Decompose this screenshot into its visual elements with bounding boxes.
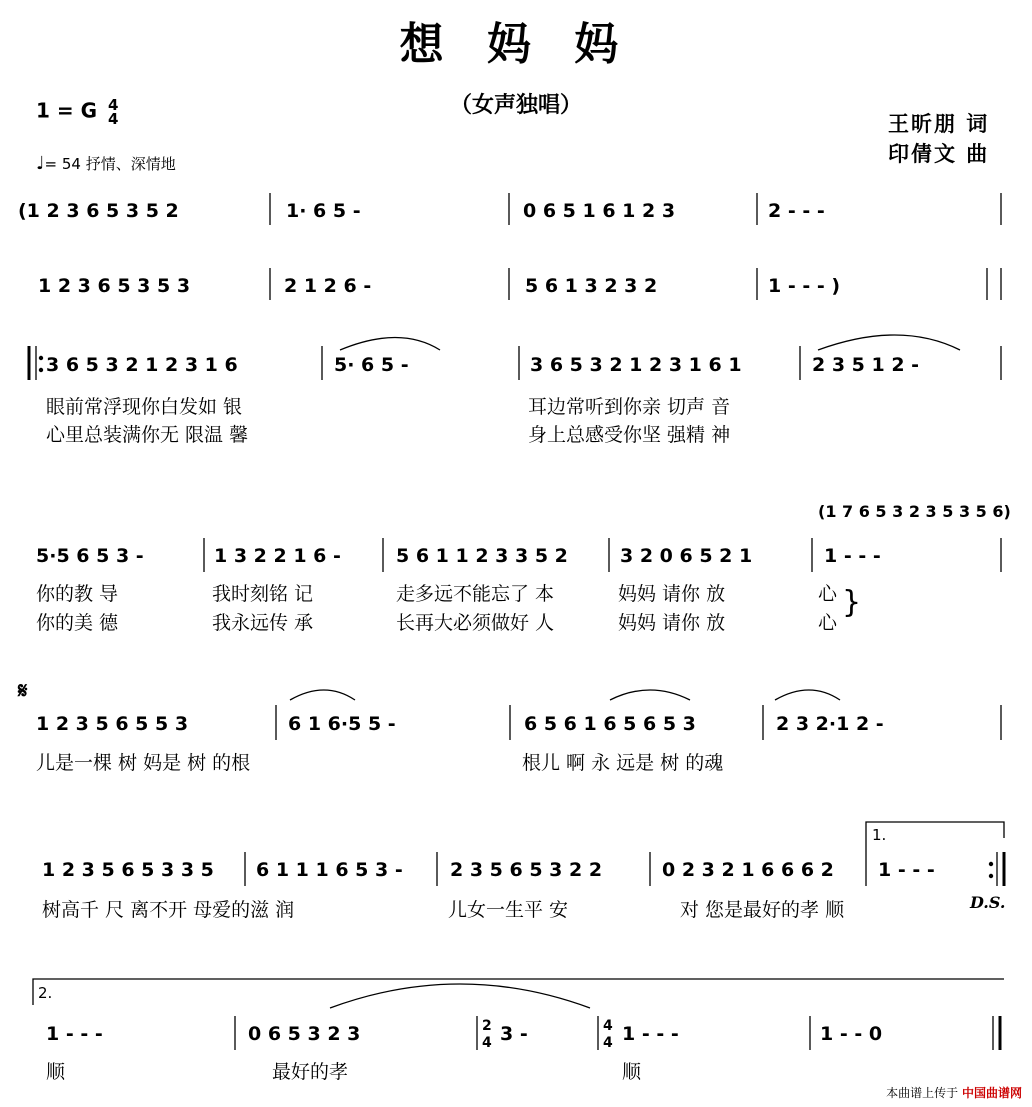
measure-6-3: 2 3 5 6 5 3 2 2	[450, 859, 603, 881]
measure-4-4: 3 2 0 6 5 2 1	[620, 545, 753, 567]
lyric-6-b: 儿女一生平 安	[448, 899, 569, 921]
measure-2-4: 1 - - - )	[768, 275, 841, 297]
site-logo[interactable]: 中国曲谱网	[961, 1086, 1022, 1100]
measure-7-2: 0 6 5 3 2 3	[248, 1023, 361, 1045]
score-title: 想 妈 妈	[399, 19, 633, 70]
lyric-4-2a: 你的美 德	[36, 612, 119, 634]
measure-7-1: 1 - - -	[46, 1023, 103, 1045]
measure-1-2: 1· 6 5 -	[286, 200, 361, 222]
bracket-phrase: (1 7 6 5 3 2 3 5 3 5 6)	[818, 502, 1011, 521]
measure-1-1: (1 2 3 6 5 3 5 2	[18, 200, 179, 222]
measure-3-4: 2 3 5 1 2 -	[812, 354, 920, 376]
measure-4-2: 1 3 2 2 1 6 -	[214, 545, 341, 567]
upload-footer: 本曲谱上传于 中国曲谱网	[886, 1086, 1022, 1100]
time-sig-top: 4	[107, 96, 119, 114]
measure-7-5: 1 - - 0	[820, 1023, 883, 1045]
lyric-3-2b: 身上总感受你坚 强精 神	[528, 424, 731, 446]
segno-icon: 𝄋	[18, 679, 28, 704]
measure-2-1: 1 2 3 6 5 3 5 3	[38, 275, 191, 297]
composer-credit: 印倩文 曲	[888, 142, 990, 166]
measure-1-4: 2 - - -	[768, 200, 825, 222]
lyric-7-b: 最好的孝	[272, 1061, 349, 1083]
measure-2-2: 2 1 2 6 -	[284, 275, 372, 297]
lyric-4-2e: 心	[818, 612, 838, 634]
lyric-7-a: 顺	[46, 1061, 66, 1083]
lyric-5-a: 儿是一棵 树 妈是 树 的根	[36, 752, 251, 774]
measure-4-1: 5·5 6 5 3 -	[36, 545, 144, 567]
lyricist-credit: 王昕朋 词	[888, 112, 990, 136]
measure-6-4: 0 2 3 2 1 6 6 6 2	[662, 859, 834, 881]
time-change-2-bottom: 4	[603, 1035, 613, 1051]
measure-5-3: 6 5 6 1 6 5 6 5 3	[524, 713, 696, 735]
key-signature: 1 = G 4 4	[36, 96, 119, 128]
measure-5-1: 1 2 3 5 6 5 5 3	[36, 713, 189, 735]
quarter-note-icon: ♩	[36, 153, 45, 174]
lyric-3-2a: 心里总装满你无 限温 馨	[46, 424, 249, 446]
measure-6-1: 1 2 3 5 6 5 3 3 5	[42, 859, 214, 881]
lyric-5-b: 根儿 啊 永 远是 树 的魂	[522, 752, 724, 774]
lyric-4-1b: 我时刻铭 记	[212, 583, 314, 605]
ds-marking: D.S.	[970, 893, 1006, 912]
lyric-7-c: 顺	[622, 1061, 642, 1083]
time-change-1-top: 2	[482, 1018, 492, 1034]
time-change-2-top: 4	[603, 1018, 613, 1034]
measure-7-3: 3 -	[500, 1023, 528, 1045]
lyric-4-1d: 妈妈 请你 放	[618, 583, 726, 605]
lyric-3-1a: 眼前常浮现你白发如 银	[46, 396, 243, 418]
measure-5-4: 2 3 2·1 2 -	[776, 713, 884, 735]
lyric-6-a: 树高千 尺 离不开 母爱的滋 润	[42, 899, 295, 921]
time-sig-bottom: 4	[107, 110, 119, 128]
measure-3-1: 3 6 5 3 2 1 2 3 1 6	[46, 354, 238, 376]
volta-2-label: 2.	[38, 984, 53, 1002]
lyric-4-2d: 妈妈 请你 放	[618, 612, 726, 634]
measure-4-3: 5 6 1 1 2 3 3 5 2	[396, 545, 568, 567]
lyric-4-1c: 走多远不能忘了 本	[396, 583, 555, 605]
score-subtitle: （女声独唱）	[449, 93, 582, 118]
measure-3-2: 5· 6 5 -	[334, 354, 409, 376]
measure-7-4: 1 - - -	[622, 1023, 679, 1045]
measure-2-3: 5 6 1 3 2 3 2	[525, 275, 658, 297]
measure-5-2: 6 1 6·5 5 -	[288, 713, 396, 735]
lyric-3-1b: 耳边常听到你亲 切声 音	[528, 396, 731, 418]
measure-4-5: 1 - - -	[824, 545, 881, 567]
brace-icon: }	[842, 585, 862, 620]
lyric-4-2c: 长再大必须做好 人	[396, 612, 555, 634]
measure-6-5: 1 - - -	[878, 859, 935, 881]
volta-1-label: 1.	[872, 826, 887, 844]
tempo-marking: ♩= 54 抒情、深情地	[36, 153, 176, 174]
lyric-4-1a: 你的教 导	[36, 583, 119, 605]
measure-1-3: 0 6 5 1 6 1 2 3	[523, 200, 676, 222]
measure-6-2: 6 1 1 1 6 5 3 -	[256, 859, 403, 881]
lyric-4-1e: 心	[818, 583, 838, 605]
measure-3-3: 3 6 5 3 2 1 2 3 1 6 1	[530, 354, 742, 376]
time-change-1-bottom: 4	[482, 1035, 492, 1051]
lyric-4-2b: 我永远传 承	[212, 612, 314, 634]
lyric-6-c: 对 您是最好的孝 顺	[680, 899, 845, 921]
